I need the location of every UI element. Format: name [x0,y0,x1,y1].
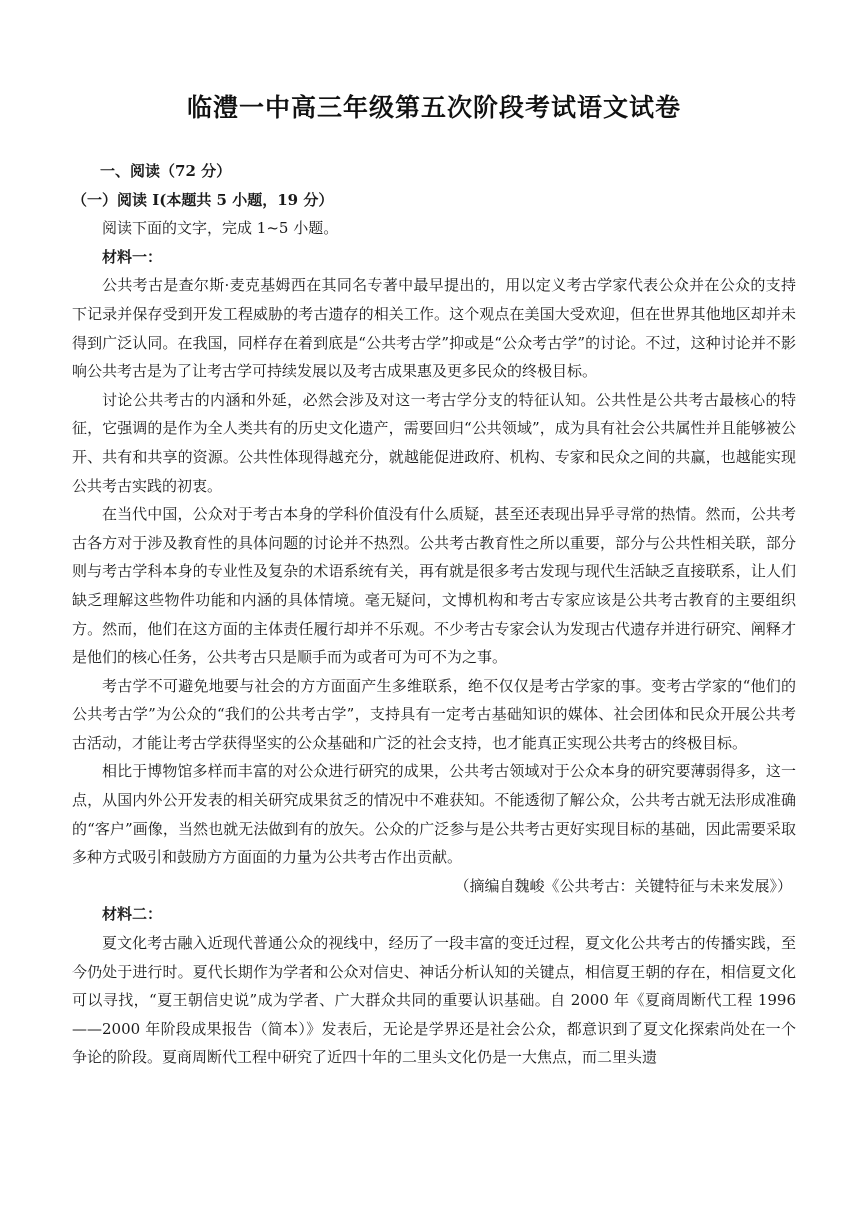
material1-paragraph: 公共考古是查尔斯·麦克基姆西在其同名专著中最早提出的，用以定义考古学家代表公众并在公众的支持下记录并保存受到开发工程威胁的考古遗存的相关工作。这个观点在美国大受欢迎，但在世界其他地区却并未得到广泛认同。在我国，同样存在着到底是“公共考古学”抑或是“公众考古学”的讨论。不过，这种讨论并不影响公共考古是为了让考古学可持续发展以及考古成果惠及更多民众的终极目标。 [72,276,796,381]
exam-content [72,157,796,1072]
material2-label: 材料二： [102,905,163,924]
instruction-text: 阅读下面的文字，完成 1~5 小题。 [102,219,339,238]
material1-paragraph: 相比于博物馆多样而丰富的对公众进行研究的成果，公共考古领域对于公众本身的研究要薄弱得多，这一点，从国内外公开发表的相关研究成果贫乏的情况中不难获知。不能透彻了解公众，公共考古就无法形成准确的“客户”画像，当然也就无法做到有的放矢。公众的广泛参与是公共考古更好实现目标的基础，因此需要采取多种方式吸引和鼓励方方面面的力量为公共考古作出贡献。 [72,762,796,867]
material1-source: （摘编自魏峻《公共考古：关键特征与未来发展》） [454,876,792,895]
part-heading: （一）阅读 I(本题共 5 小题，19 分） [72,190,334,209]
page-title: 临澧一中高三年级第五次阶段考试语文试卷 [186,93,681,122]
section-heading: 一、阅读（72 分） [100,162,232,180]
material1-label: 材料一： [102,247,163,266]
material1-paragraph: 讨论公共考古的内涵和外延，必然会涉及对这一考古学分支的特征认知。公共性是公共考古最核心的特征，它强调的是作为全人类共有的历史文化遗产，需要回归“公共领域”，成为具有社会公共属性并且能够被公开、共有和共享的资源。公共性体现得越充分，就越能促进政府、机构、专家和民众之间的共赢，也越能实现公共考古实践的初衷。 [72,390,796,495]
material1-paragraph: 在当代中国，公众对于考古本身的学科价值没有什么质疑，甚至还表现出异乎寻常的热情。然而，公共考古各方对于涉及教育性的具体问题的讨论并不热烈。公共考古教育性之所以重要，部分与公共性相关联，部分则与考古学科本身的专业性及复杂的术语系统有关，再有就是很多考古发现与现代生活缺乏直接联系，让人们缺乏理解这些物件功能和内涵的具体情境。毫无疑问，文博机构和考古专家应该是公共考古教育的主要组织方。然而，他们在这方面的主体责任履行却并不乐观。不少考古专家会认为发现古代遗存并进行研究、阐释才是他们的核心任务，公共考古只是顺手而为或者可为可不为之事。 [72,505,796,667]
material2-paragraph: 夏文化考古融入近现代普通公众的视线中，经历了一段丰富的变迁过程，夏文化公共考古的传播实践，至今仍处于进行时。夏代长期作为学者和公众对信史、神话分析认知的关键点，相信夏王朝的存在，相信夏文化可以寻找，“夏王朝信史说”成为学者、广大群众共同的重要认识基础。自 2000 年《夏商周断代工程 1996——2000 年阶段成果报告（简本）》发表后，无论是学界还是社会公众，都意识到了夏文化探索尚处在一个争论的阶段。夏商周断代工程中研究了近四十年的二里头文化仍是一大焦点，而二里头遗 [72,934,796,1067]
material1-paragraph: 考古学不可避免地要与社会的方方面面产生多维联系，绝不仅仅是考古学家的事。变考古学家的“他们的公共考古学”为公众的“我们的公共考古学”，支持具有一定考古基础知识的媒体、社会团体和民众开展公共考古活动，才能让考古学获得坚实的公众基础和广泛的社会支持，也才能真正实现公共考古的终极目标。 [72,676,796,752]
